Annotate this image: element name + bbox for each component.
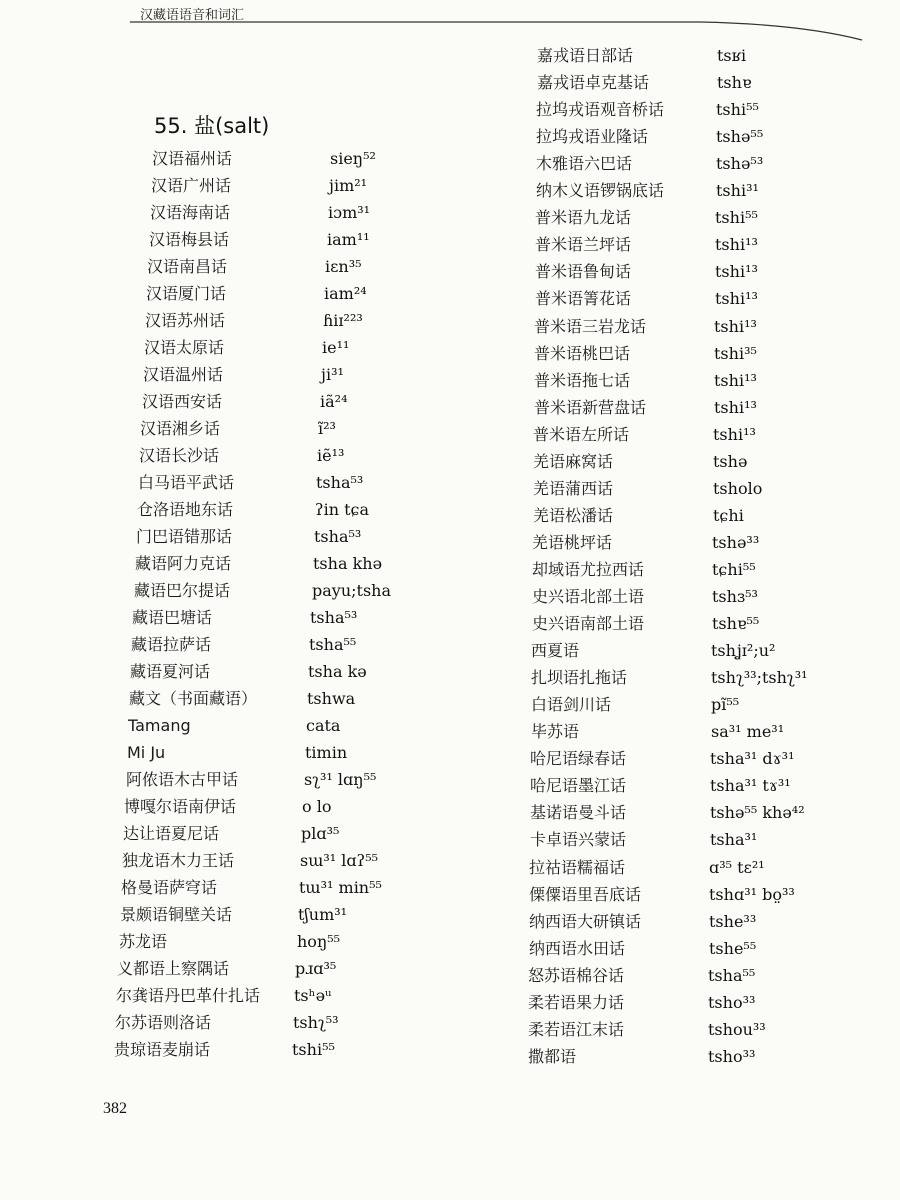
word-form: tsha⁵⁵ (708, 965, 756, 985)
entry-row (536, 153, 900, 177)
word-form: tshou³³ (708, 1019, 766, 1039)
entry-row (533, 505, 900, 529)
entry-row (533, 424, 900, 448)
language-name: 藏语巴尔提话 (134, 581, 231, 600)
word-form: iã²⁴ (320, 392, 348, 411)
language-name: 哈尼语绿春话 (530, 749, 627, 769)
word-form: tsha³¹ tɤ³¹ (710, 776, 791, 796)
word-form: tshɐ⁵⁵ (712, 614, 760, 634)
language-name: 柔若语果力话 (528, 992, 625, 1012)
word-form: tsha³¹ (710, 830, 758, 850)
word-form: tshi⁵⁵ (716, 100, 759, 120)
language-name: 基诺语曼斗话 (530, 803, 627, 823)
word-form: tsʰəᵘ (294, 986, 332, 1005)
language-name: 普米语箐花话 (535, 289, 632, 309)
entry-row (531, 694, 900, 718)
word-form: tshi¹³ (715, 262, 758, 282)
word-form: tsho³³ (708, 1046, 756, 1066)
language-name: 汉语温州话 (143, 365, 224, 384)
word-form: tsha⁵³ (310, 608, 358, 627)
language-name: 门巴语错那话 (136, 527, 233, 546)
language-name: 普米语九龙话 (535, 208, 632, 228)
word-form: tsha⁵⁵ (309, 635, 357, 654)
word-form: iam²⁴ (324, 284, 367, 303)
language-name: 普米语兰坪话 (535, 235, 632, 255)
word-form: tshʅ³³;tshʅ³¹ (711, 668, 808, 688)
language-name: 汉语福州话 (152, 149, 233, 168)
entry-row (528, 1019, 900, 1043)
word-form: tsha khə (313, 554, 383, 573)
word-form: sɯ³¹ lɑʔ⁵⁵ (300, 851, 379, 870)
entry-row (535, 288, 900, 312)
entry-row (530, 748, 900, 772)
word-form: tshi⁵⁵ (715, 208, 758, 228)
language-name: 史兴语南部土语 (532, 614, 645, 634)
language-name: 藏语阿力克话 (135, 554, 232, 573)
entry-row (528, 1046, 900, 1070)
word-form: tshɑ³¹ bo̤³³ (709, 884, 795, 904)
word-form: tɕhi⁵⁵ (712, 559, 756, 579)
language-name: 羌语蒲西话 (533, 478, 614, 498)
language-name: 扎坝语扎拖话 (531, 668, 628, 688)
entry-row (533, 478, 900, 502)
word-form: tshə³³ (712, 532, 760, 552)
language-name: 西夏语 (531, 641, 580, 661)
word-form: tsʁi (717, 46, 747, 65)
word-form: tshi¹³ (715, 289, 758, 309)
word-form: iɔm³¹ (328, 203, 371, 222)
language-name: 撒都语 (528, 1046, 577, 1066)
word-form: ɑ³⁵ tɛ²¹ (709, 857, 765, 877)
entry-row (535, 234, 900, 258)
page-number: 382 (103, 1100, 127, 1117)
language-name: 怒苏语棉谷话 (528, 965, 625, 985)
entry-row (532, 586, 900, 610)
word-form: tshə (713, 451, 748, 471)
word-form: tshi³⁵ (714, 343, 757, 363)
entry-row (532, 532, 900, 556)
right-column (0, 45, 900, 1075)
word-form: o lo (302, 797, 332, 816)
language-name: 汉语海南话 (150, 203, 231, 222)
word-form: jim²¹ (329, 176, 368, 195)
language-name: 纳西语水田话 (529, 938, 626, 958)
language-name: 汉语苏州话 (145, 311, 226, 330)
word-form: sa³¹ me³¹ (711, 722, 785, 742)
language-name: 木雅语六巴话 (536, 154, 633, 174)
word-form: tshe⁵⁵ (709, 938, 757, 958)
word-form: tsha³¹ dɤ³¹ (710, 749, 795, 769)
entry-row (534, 370, 900, 394)
language-name: 嘉戎语日部话 (537, 46, 634, 65)
word-form: ʔin tɕa (315, 500, 370, 519)
language-name: 景颇语铜壁关话 (120, 905, 233, 924)
word-form: hoŋ⁵⁵ (297, 932, 341, 951)
language-name: 义都语上察隅话 (117, 959, 230, 978)
entry-row (537, 72, 900, 96)
entry-row (535, 207, 900, 231)
language-name: 汉语湘乡话 (140, 419, 221, 438)
word-form: tshə⁵⁵ (716, 127, 764, 147)
language-name: 达让语夏尼话 (123, 824, 220, 843)
header-rule (0, 0, 900, 50)
word-form: tsha⁵³ (314, 527, 362, 546)
entry-row (530, 775, 900, 799)
word-form: tshi¹³ (715, 235, 758, 255)
word-form: plɑ³⁵ (301, 824, 340, 843)
entry-row (532, 559, 900, 583)
language-name: 却域语尤拉西话 (532, 559, 645, 579)
entry-row (534, 316, 900, 340)
word-form: ie¹¹ (322, 338, 350, 357)
word-form: tshi⁵⁵ (292, 1040, 335, 1059)
language-name: 藏语巴塘话 (132, 608, 213, 627)
language-name: 普米语三岩龙话 (534, 316, 647, 336)
language-name: 白语剑川话 (531, 695, 612, 715)
entry-row (529, 884, 900, 908)
language-name: 阿侬语木古甲话 (126, 770, 239, 789)
language-name: 拉坞戎语观音桥话 (536, 100, 665, 120)
entry-row (532, 613, 900, 637)
entry-row (529, 938, 900, 962)
word-form: tshi¹³ (714, 316, 757, 336)
language-name: 汉语厦门话 (146, 284, 227, 303)
word-form: iẽ¹³ (317, 446, 345, 465)
language-name: 卡卓语兴蒙话 (530, 830, 627, 850)
entry-row (533, 451, 900, 475)
entry-row (531, 667, 900, 691)
entry-row (530, 802, 900, 826)
word-form: tsha⁵³ (316, 473, 364, 492)
word-form: pɹɑ³⁵ (295, 959, 337, 978)
language-name: 白马语平武话 (138, 473, 235, 492)
language-name: 羌语松潘话 (533, 505, 614, 525)
language-name: 尔苏语则洛话 (115, 1013, 212, 1032)
language-name: 独龙语木力王话 (122, 851, 235, 870)
language-name: 拉祜语糯福话 (529, 857, 626, 877)
language-name: 羌语麻窝话 (533, 451, 614, 471)
language-name: 汉语长沙话 (139, 446, 220, 465)
entry-row (534, 397, 900, 421)
word-form: tshʅ⁵³ (293, 1013, 339, 1032)
word-form: sieŋ⁵² (330, 149, 376, 168)
word-form: cata (306, 716, 341, 735)
word-form: ĩ²³ (318, 419, 336, 438)
entry-row (530, 829, 900, 853)
language-name: 藏语拉萨话 (131, 635, 212, 654)
language-name: 羌语桃坪话 (532, 532, 613, 552)
word-form: tshi³¹ (716, 181, 759, 201)
language-name: 苏龙语 (119, 932, 168, 951)
entry-row (528, 992, 900, 1016)
language-name: 史兴语北部土语 (532, 587, 645, 606)
language-name: 普米语左所话 (533, 424, 630, 444)
language-name: 普米语拖七话 (534, 370, 631, 390)
language-name: 嘉戎语卓克基话 (537, 73, 650, 93)
word-form: tɯ³¹ min⁵⁵ (299, 878, 382, 897)
language-name: 汉语梅县话 (149, 230, 230, 249)
word-form: tshi¹³ (714, 370, 757, 390)
language-name: 藏文（书面藏语） (129, 689, 258, 708)
entry-row (536, 180, 900, 204)
entry-row (529, 857, 900, 881)
word-form: timin (305, 743, 348, 762)
entry-row (536, 99, 900, 123)
entry-row (537, 45, 900, 69)
word-form: ɦiɪ²²³ (323, 311, 363, 330)
language-name: 藏语夏河话 (130, 662, 211, 681)
running-header: 汉藏语语音和词汇 (140, 8, 245, 23)
word-form: iam¹¹ (327, 230, 370, 249)
language-name: 纳西语大研镇话 (529, 911, 642, 931)
entry-row (536, 126, 900, 150)
word-form: tshʝɪ²;u² (711, 641, 776, 661)
language-name: 格曼语萨穹话 (121, 878, 218, 897)
language-name: 拉坞戎语业隆话 (536, 127, 649, 147)
language-name: 普米语鲁甸话 (535, 262, 632, 282)
language-name: 博嘎尔语南伊话 (124, 797, 237, 816)
entry-row (531, 640, 900, 664)
word-form: tɕhi (713, 505, 744, 525)
word-form: tshi¹³ (713, 424, 756, 444)
language-name: 尔龚语丹巴革什扎话 (116, 986, 261, 1005)
language-name: 汉语广州话 (151, 176, 232, 195)
entry-row (534, 343, 900, 367)
language-name: 柔若语江末话 (528, 1019, 625, 1039)
word-form: tsha kə (308, 662, 367, 681)
language-name: Mi Ju (127, 743, 166, 762)
word-form: tshə⁵³ (716, 154, 764, 174)
word-form: pĩ⁵⁵ (711, 695, 740, 715)
entry-row (531, 721, 900, 745)
language-name: 普米语新营盘话 (534, 397, 647, 417)
word-form: tshe³³ (709, 911, 757, 931)
language-name: Tamang (128, 716, 191, 735)
word-form: tshə⁵⁵ khə⁴² (710, 803, 805, 823)
word-form: tshi¹³ (714, 397, 757, 417)
word-form: tsho³³ (708, 992, 756, 1012)
language-name: 哈尼语墨江话 (530, 776, 627, 796)
word-form: sʅ³¹ lɑŋ⁵⁵ (304, 770, 377, 789)
word-form: tʃum³¹ (298, 905, 348, 924)
word-form: payu;tsha (312, 581, 391, 600)
word-form: tshwa (307, 689, 356, 708)
language-name: 汉语南昌话 (147, 257, 228, 276)
word-form: tshɐ (717, 73, 752, 93)
language-name: 普米语桃巴话 (534, 343, 631, 363)
word-form: tshɜ⁵³ (712, 587, 758, 606)
entry-row (535, 261, 900, 285)
word-form: ji³¹ (321, 365, 344, 384)
word-form: tsholo (713, 478, 763, 498)
word-form: iɛn³⁵ (325, 257, 362, 276)
language-name: 汉语西安话 (142, 392, 223, 411)
language-name: 毕苏语 (531, 722, 580, 742)
language-name: 仓洛语地东话 (137, 500, 234, 519)
entry-row (529, 911, 900, 935)
entry-row (528, 965, 900, 989)
section-title: 55. 盐(salt) (154, 114, 270, 138)
language-name: 贵琼语麦崩话 (114, 1040, 211, 1059)
language-name: 纳木义语锣锅底话 (536, 181, 665, 201)
language-name: 傈僳语里吾底话 (529, 884, 642, 904)
language-name: 汉语太原话 (144, 338, 225, 357)
